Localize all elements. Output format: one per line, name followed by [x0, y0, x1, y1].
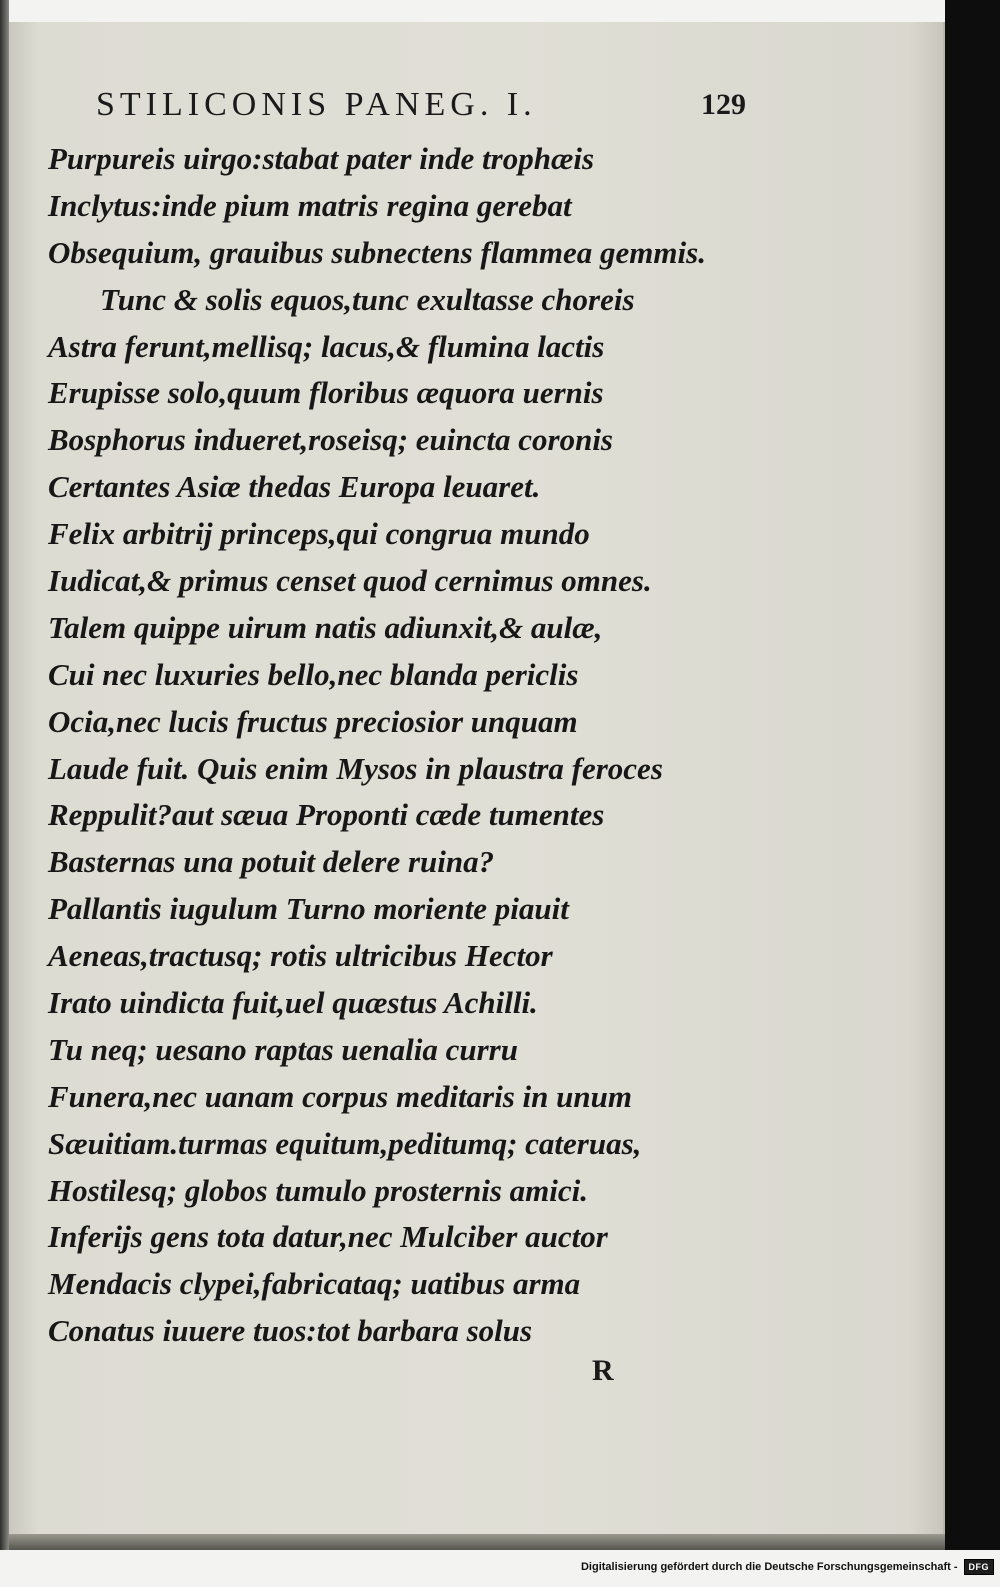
verse-line: Tu neq; uesano raptas uenalia curru: [48, 1031, 518, 1067]
verse-line: Talem quippe uirum natis adiunxit,& aulæ,: [48, 609, 603, 645]
verse-line: Tunc & solis equos,tunc exultasse choreis: [100, 281, 635, 317]
verse-line: Conatus iuuere tuos:tot barbara solus: [48, 1313, 533, 1349]
verse-line: Inferijs gens tota datur,nec Mulciber auctor: [48, 1219, 608, 1255]
footer-text: Digitalisierung gefördert durch die Deutsche Forschungsgemeinschaft -: [580, 1561, 958, 1573]
verse-line: Funera,nec uanam corpus meditaris in unum: [48, 1078, 632, 1114]
scan-right-border: [945, 0, 1000, 1550]
verse-line: Astra ferunt,mellisq; lacus,& flumina lactis: [48, 328, 605, 364]
verse-line: Laude fuit. Quis enim Mysos in plaustra feroces: [48, 750, 663, 786]
verse-text: [48, 136, 748, 1355]
verse-line: Purpureis uirgo:stabat pater inde trophæis: [48, 141, 595, 176]
verse-line: Irato uindicta fuit,uel quæstus Achilli.: [48, 985, 538, 1021]
verse-line: Hostilesq; globos tumulo prosternis amici.: [48, 1172, 588, 1208]
book-gutter-edge: [0, 0, 9, 1550]
verse-line: Bosphorus indueret,roseisq; euincta coronis: [48, 422, 613, 458]
verse-line: Felix arbitrij princeps,qui congrua mundo: [48, 516, 590, 552]
verse-line: Iudicat,& primus censet quod cernimus omnes.: [48, 563, 652, 599]
verse-line: Pallantis iugulum Turno moriente piauit: [48, 891, 569, 927]
signature-mark: R: [592, 1354, 614, 1387]
verse-line: Reppulit?aut sæua Proponti cæde tumentes: [48, 797, 605, 833]
verse-line: Ocia,nec lucis fructus preciosior unquam: [48, 703, 578, 739]
verse-line: Inclytus:inde pium matris regina gerebat: [48, 187, 572, 223]
verse-line: Cui nec luxuries bello,nec blanda periclis: [48, 656, 579, 692]
page-bottom-edge: [9, 1534, 945, 1550]
verse-line: Obsequium, grauibus subnectens flammea gemmis.: [48, 234, 706, 270]
verse-line: Mendacis clypei,fabricataq; uatibus arma: [48, 1266, 581, 1302]
verse-line: Aeneas,tractusq; rotis ultricibus Hector: [48, 938, 553, 974]
verse-line: Erupisse solo,quum floribus æquora uernis: [48, 375, 604, 411]
page-number: 129: [701, 88, 746, 121]
verse-line: Basternas una potuit delere ruina?: [48, 844, 495, 880]
verse-line: Sæuitiam.turmas equitum,peditumq; cateruas,: [48, 1125, 642, 1161]
running-head: STILICONIS PANEG. I.: [96, 86, 537, 123]
verse-line: Certantes Asiæ thedas Europa leuaret.: [48, 469, 541, 505]
page-header: [96, 86, 746, 126]
footer-credit: [581, 1552, 994, 1582]
dfg-logo: DFG: [964, 1559, 995, 1575]
